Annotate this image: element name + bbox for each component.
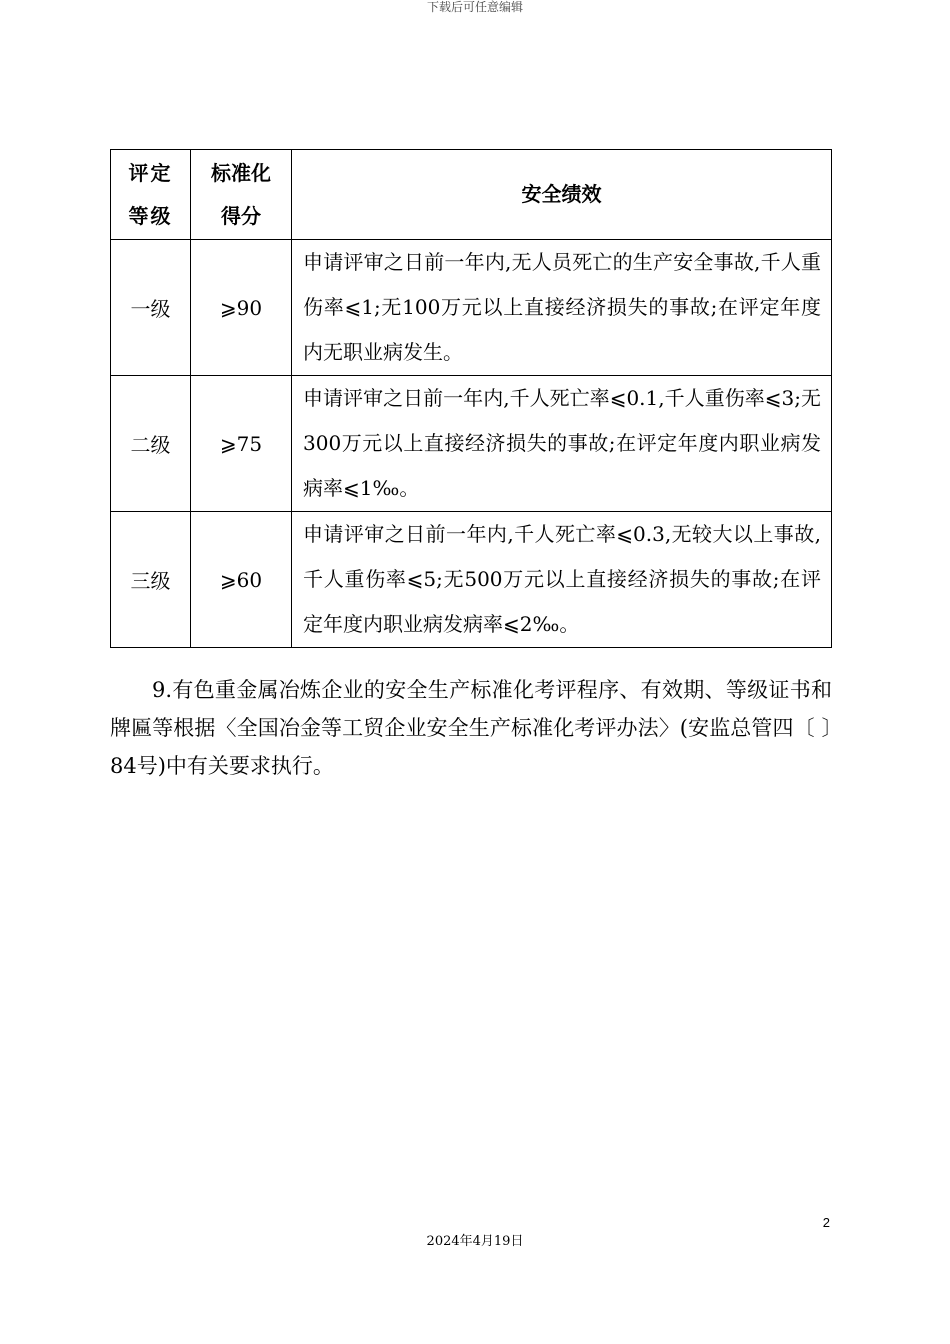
grade-cell: 一级 xyxy=(111,240,191,376)
body-paragraph: 9.有色重金属冶炼企业的安全生产标准化考评程序、有效期、等级证书和牌匾等根据〈全国冶金等工贸企业安全生产标准化考评办法〉(安监总管四〔 〕84号)中有关要求执行。 xyxy=(110,678,832,778)
grade-cell: 三级 xyxy=(111,512,191,648)
table-header-row xyxy=(111,150,832,240)
performance-cell: 申请评审之日前一年内,千人死亡率⩽0.3,无较大以上事故,千人重伤率⩽5;无500万元以上直接经济损失的事故;在评定年度内职业病发病率⩽2‰。 xyxy=(292,512,832,648)
performance-cell: 申请评审之日前一年内,无人员死亡的生产安全事故,千人重伤率⩽1;无100万元以上直接经济损失的事故;在评定年度内无职业病发生。 xyxy=(292,240,832,376)
page-number: 2 xyxy=(822,1215,830,1230)
header-performance: 安全绩效 xyxy=(292,150,832,240)
header-score: 标准化得分 xyxy=(191,150,292,240)
score-cell: ⩾90 xyxy=(191,240,292,376)
score-cell: ⩾75 xyxy=(191,376,292,512)
table-row xyxy=(111,240,832,376)
score-cell: ⩾60 xyxy=(191,512,292,648)
grade-cell: 二级 xyxy=(111,376,191,512)
table-row xyxy=(111,512,832,648)
safety-performance-table xyxy=(110,149,832,648)
performance-cell: 申请评审之日前一年内,千人死亡率⩽0.1,千人重伤率⩽3;无300万元以上直接经济损失的事故;在评定年度内职业病发病率⩽1‰。 xyxy=(292,376,832,512)
table-row xyxy=(111,376,832,512)
footer-date: 2024年4月19日 xyxy=(426,1234,524,1249)
header-note: 下载后可任意编辑 xyxy=(426,0,523,14)
header-grade: 评定等级 xyxy=(111,150,191,240)
